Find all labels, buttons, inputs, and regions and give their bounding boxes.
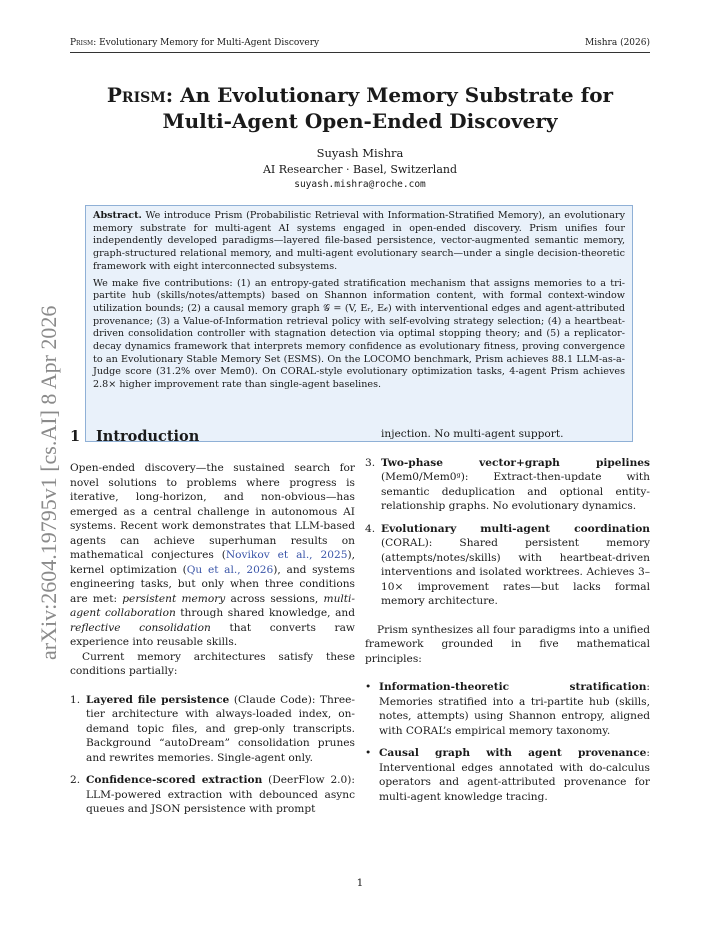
left-column xyxy=(70,427,355,825)
list-item-label: 3. xyxy=(365,456,376,469)
intro-em-3: reflective consolidation xyxy=(70,621,211,634)
right-column xyxy=(365,427,650,812)
header-prism-sc: Prism xyxy=(70,38,94,48)
list-continuation: injection. No multi-agent support. xyxy=(381,428,564,440)
list-item-body: (DeerFlow 2.0): LLM-powered extraction with debounced async queues and JSON persistence with prompt xyxy=(86,774,355,815)
list-item-title: Layered file persistence xyxy=(86,693,230,706)
citation-novikov[interactable]: Novikov et al., 2025 xyxy=(225,549,348,561)
intro-paragraph-2: Current memory architectures satisfy these conditions partially: xyxy=(70,650,355,677)
list-item-text xyxy=(381,456,650,514)
title-prism-sc: Prism xyxy=(106,83,166,107)
architecture-list-right xyxy=(365,456,650,609)
bullet-title: Information-theoretic stratification xyxy=(379,681,647,693)
list-item xyxy=(365,522,650,609)
intro-text-b: ), kernel optimization ( xyxy=(70,549,355,576)
list-item-title: Confidence-scored extraction xyxy=(86,774,263,786)
bullet-item xyxy=(365,680,650,738)
list-item-label: 1. xyxy=(70,693,81,706)
header-left-text: : Evolutionary Memory for Multi-Agent Discovery xyxy=(93,38,320,48)
list-item-body: (Claude Code): Three-tier architecture with always-loaded index, on-demand topic files, and grep-only transcripts. Background “autoDream” consolidation prunes and rewrites memories. Single-agent only. xyxy=(86,693,355,764)
abstract-label: Abstract. xyxy=(93,210,142,221)
author-affiliation: AI Researcher · Basel, Switzerland xyxy=(262,163,457,176)
list-item-title: Two-phase vector+graph pipelines xyxy=(381,456,650,469)
section-number: 1 xyxy=(70,428,81,445)
architecture-list-left xyxy=(70,693,355,817)
title-line-2: Multi-Agent Open-Ended Discovery xyxy=(162,109,558,133)
bullet-title: Causal graph with agent provenance xyxy=(379,747,647,759)
intro-paragraph-1 xyxy=(70,461,355,650)
list-item-body: (CORAL): Shared persistent memory (attempts/notes/skills) with heartbeat-driven interventions and isolated worktrees. Achieves 3–10× improvement rates—but lacks formal memory architecture. xyxy=(381,537,650,607)
abstract-paragraph-2: We make five contributions: (1) an entropy-gated stratification mechanism that assigns memories to a tri-partite hub (skills/notes/attempts) based on Shannon information content, with formal context-window utilization bounds; (2) a causal memory graph 𝒢 = (V, Eᵣ, E𝒸) with interventional edges and agent-attributed provenance; (3) a Value-of-Information retrieval policy with self-evolving strategy selection; (4) a heartbeat-driven consolidation controller with stagnation detection via optimal stopping theory; and (5) a replicator-decay dynamics framework that interprets memory confidence as evolutionary fitness, proving convergence to an Evolutionary Stable Memory Set (ESMS). On the LOCOMO benchmark, Prism achieves 88.1 LLM-as-a-Judge score (31.2% over Mem0). On CORAL-style evolutionary optimization tasks, 4-agent Prism achieves 2.8× higher improvement rate than single-agent baselines. xyxy=(93,277,625,391)
bullet-text xyxy=(379,746,650,804)
intro-text-e: through shared knowledge, and xyxy=(175,607,355,619)
synthesis-paragraph: Prism synthesizes all four paradigms into a unified framework grounded in five mathematical principles: xyxy=(365,623,650,665)
list-item xyxy=(70,773,355,817)
list-item-label: 2. xyxy=(70,774,81,786)
paper-title xyxy=(70,82,650,134)
bullet-dot-icon: • xyxy=(365,747,372,759)
section-title: Introduction xyxy=(96,428,200,445)
list-item-body: (Mem0/Mem0ᵍ): Extract-then-update with semantic deduplication and optional entity-relationship graphs. No evolutionary dynamics. xyxy=(381,471,650,512)
bullet-body: : Interventional edges annotated with do-calculus operators and agent-attributed provenance for multi-agent knowledge tracing. xyxy=(379,747,650,803)
list-item-text xyxy=(381,522,650,609)
list-item-label: 4. xyxy=(365,522,376,535)
arxiv-stamp: arXiv:2604.19795v1 [cs.AI] 8 Apr 2026 xyxy=(36,305,61,660)
abstract-text-1: We introduce Prism (Probabilistic Retrieval with Information-Stratified Memory), an evolutionary memory substrate for multi-agent AI systems engaged in open-ended discovery. Prism unifies four independently developed paradigms—layered file-based persistence, vector-augmented semantic memory, graph-structured relational memory, and multi-agent evolutionary search—under a single decision-theoretic framework with eight interconnected subsystems. xyxy=(93,210,625,272)
header-left xyxy=(70,38,319,52)
list-item-text xyxy=(86,773,355,817)
title-line-1-rest: : An Evolutionary Memory Substrate for xyxy=(165,83,614,107)
intro-text-c: ), and systems engineering tasks, but only when three conditions are met: xyxy=(70,563,355,605)
bullet-text xyxy=(379,680,650,738)
title-line-1 xyxy=(70,82,650,108)
citation-qu[interactable]: Qu et al., 2026 xyxy=(186,563,274,576)
list-item-text xyxy=(86,693,355,766)
intro-em-2: multi-agent collaboration xyxy=(70,592,356,619)
bullet-dot-icon: • xyxy=(365,681,372,693)
list-item xyxy=(70,693,355,766)
principles-list xyxy=(365,680,650,804)
intro-text-a: Open-ended discovery—the sustained search for novel solutions to problems where progress is iterative, long-horizon, and non-obvious—has emerged as a central challenge in autonomous AI systems. Recent work demonstrates that LLM-based agents can achieve superhuman results on mathematical conjectures ( xyxy=(70,462,355,561)
page-number: 1 xyxy=(356,877,364,889)
bullet-body: : Memories stratified into a tri-partite hub (skills, notes, attempts) using Shannon entropy, aligned with CORAL’s empirical memory taxonomy. xyxy=(379,681,650,737)
section-heading xyxy=(70,427,355,447)
intro-text-f: that converts raw experience into reusable skills. xyxy=(70,621,355,648)
author-block xyxy=(70,146,650,190)
abstract-box xyxy=(85,205,633,442)
intro-text-d: across sessions, xyxy=(225,592,324,605)
intro-em-1: persistent memory xyxy=(122,592,226,605)
bullet-item xyxy=(365,746,650,804)
author-name: Suyash Mishra xyxy=(316,146,404,160)
list-item xyxy=(365,456,650,514)
abstract-paragraph-1 xyxy=(93,210,625,274)
list-item-title: Evolutionary multi-agent coordination xyxy=(381,522,650,535)
header-right: Mishra (2026) xyxy=(585,38,650,48)
author-email: suyash.mishra@roche.com xyxy=(294,179,426,190)
running-header xyxy=(70,38,650,53)
